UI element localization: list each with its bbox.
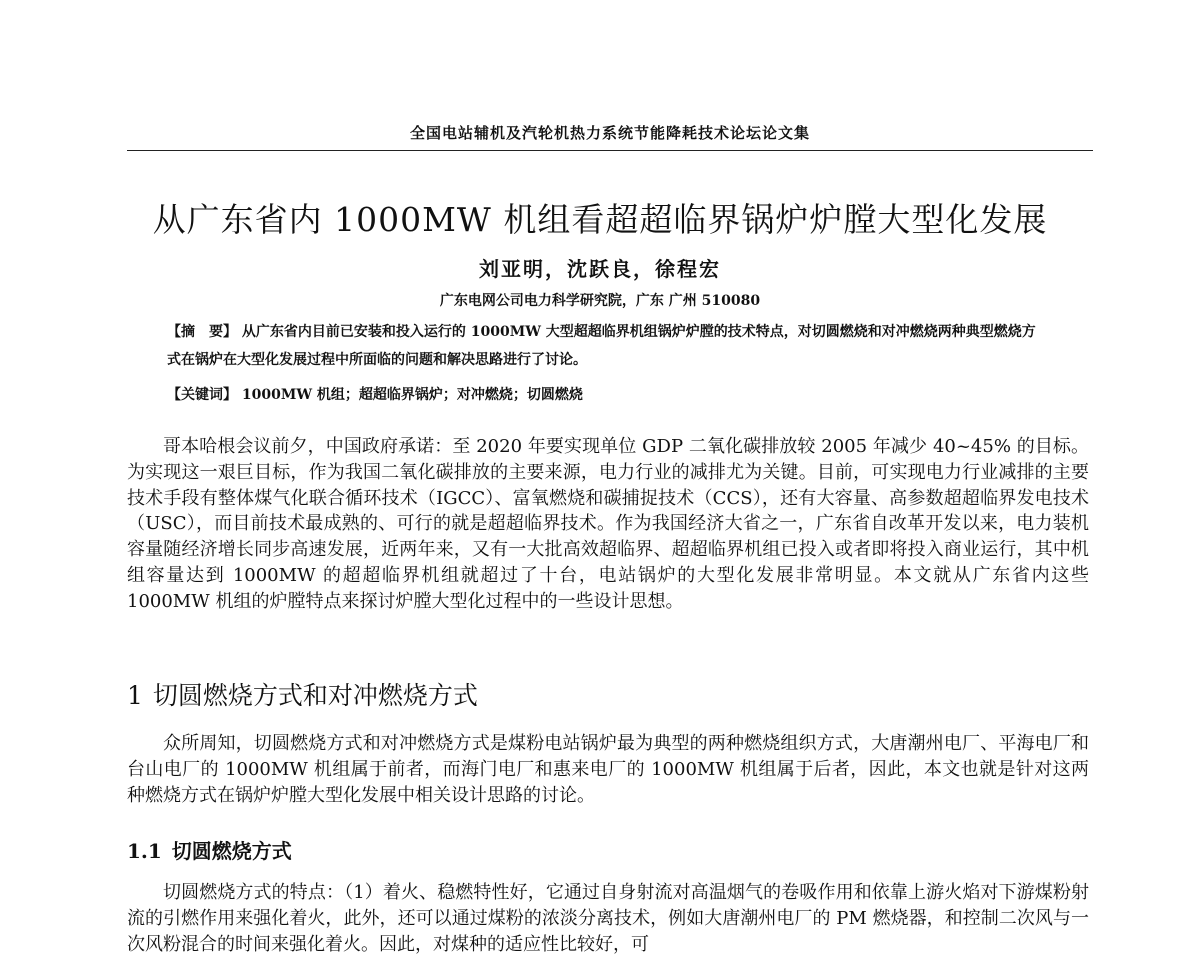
- keywords-text: 1000MW 机组；超超临界锅炉；对冲燃烧；切圆燃烧: [241, 387, 583, 403]
- abstract-text: 从广东省内目前已安装和投入运行的 1000MW 大型超超临界机组锅炉炉膛的技术特点，对切圆燃烧和对冲燃烧两种典型燃烧方式在锅炉在大型化发展过程中所面临的问题和解决思路进行了讨论。: [167, 324, 1036, 368]
- abstract-label: 【摘 要】: [167, 324, 237, 340]
- running-header: 全国电站辅机及汽轮机热力系统节能降耗技术论坛论文集: [409, 124, 810, 142]
- paper-title: 从广东省内 1000MW 机组看超超临界锅炉炉膛大型化发展: [152, 200, 1048, 239]
- keywords: [167, 384, 1047, 404]
- section-number: 1: [127, 681, 143, 710]
- header-rule: [127, 150, 1093, 151]
- subsection-number: 1.1: [127, 839, 162, 863]
- intro-paragraph: 哥本哈根会议前夕，中国政府承诺：至 2020 年要实现单位 GDP 二氧化碳排放较 2005 年减少 40~45% 的目标。为实现这一艰巨目标，作为我国二氧化碳排放的主要来源，电力行业的减排尤为关键。目前，可实现电力行业减排的主要技术手段有整体煤气化联合循环技术（IGCC）、富氧燃烧和碳捕捉技术（CCS），还有大容量、高参数超超临界发电技术（USC），而目前技术最成熟的、可行的就是超超临界技术。作为我国经济大省之一，广东省自改革开发以来，电力装机容量随经济增长同步高速发展，近两年来，又有一大批高效超临界、超超临界机组已投入或者即将投入商业运行，其中机组容量达到 1000MW 的超超临界机组就超过了十台，电站锅炉的大型化发展非常明显。本文就从广东省内这些 1000MW 机组的炉膛特点来探讨炉膛大型化过程中的一些设计思想。: [127, 436, 1089, 612]
- section-heading-1-1: [127, 835, 292, 864]
- affiliation: 广东电网公司电力科学研究院，广东 广州 510080: [439, 293, 761, 309]
- section-1-1-paragraph: 切圆燃烧方式的特点：（1）着火、稳燃特性好，它通过自身射流对高温烟气的卷吸作用和依靠上游火焰对下游煤粉射流的引燃作用来强化着火，此外，还可以通过煤粉的浓淡分离技术，例如大唐潮州电厂的 PM 燃烧器，和控制二次风与一次风粉混合的时间来强化着火。因此，对煤种的适应性比较好，可: [127, 882, 1089, 955]
- keywords-label: 【关键词】: [167, 387, 237, 403]
- author-list: 刘亚明，沈跃良，徐程宏: [479, 257, 721, 281]
- section-heading-1: [127, 676, 478, 712]
- section-1-paragraph: 众所周知，切圆燃烧方式和对冲燃烧方式是煤粉电站锅炉最为典型的两种燃烧组织方式，大唐潮州电厂、平海电厂和台山电厂的 1000MW 机组属于前者，而海门电厂和惠来电厂的 1000MW 机组属于后者，因此，本文也就是针对这两种燃烧方式在锅炉炉膛大型化发展中相关设计思路的讨论。: [127, 733, 1089, 806]
- subsection-title: 切圆燃烧方式: [171, 839, 292, 863]
- section-title: 切圆燃烧方式和对冲燃烧方式: [152, 681, 478, 710]
- abstract: [167, 318, 1047, 374]
